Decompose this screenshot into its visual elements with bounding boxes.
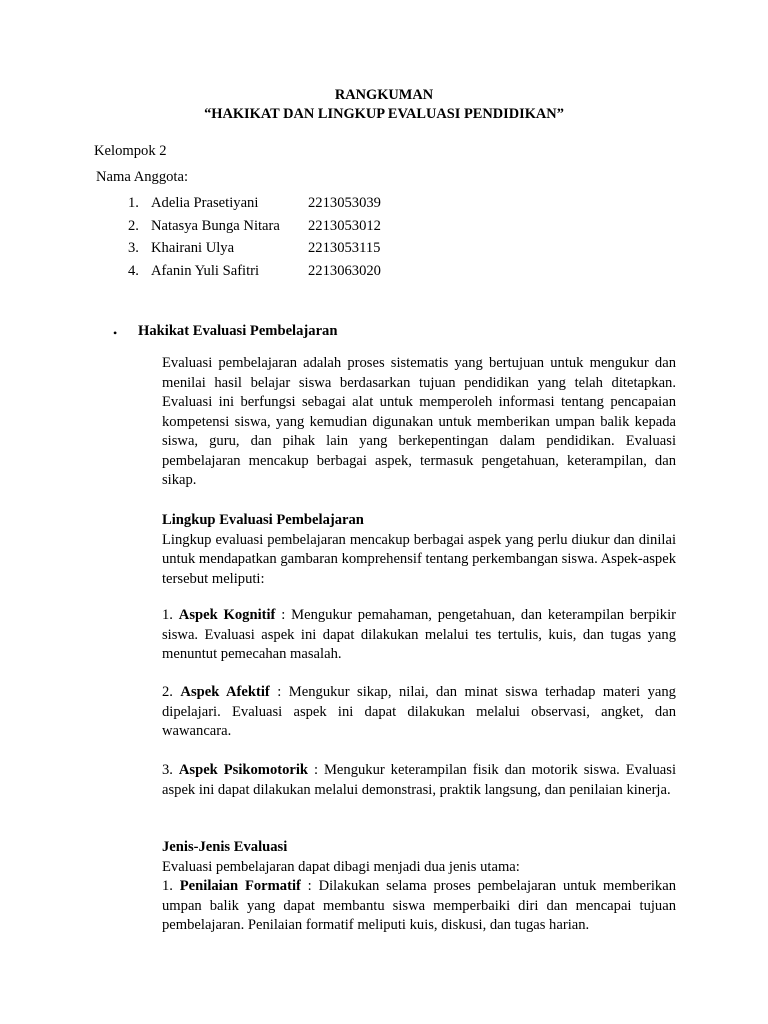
section-heading-jenis: Jenis-Jenis Evaluasi: [162, 839, 288, 855]
paragraph-text: Evaluasi pembelajaran dapat dibagi menjadi dua jenis utama:: [162, 858, 520, 875]
aspect-term: Aspek Kognitif: [178, 607, 276, 623]
member-id: 2213053039: [308, 195, 381, 211]
aspect-separator: :: [275, 607, 292, 623]
member-number: 1.: [128, 195, 139, 211]
members-label: Nama Anggota:: [96, 169, 189, 185]
aspect-item-afektif: [162, 683, 676, 742]
aspect-separator: :: [308, 762, 324, 778]
member-name: Afanin Yuli Safitri: [151, 262, 260, 279]
member-name: Natasya Bunga Nitara: [151, 217, 280, 234]
aspect-number: 1.: [162, 607, 173, 623]
member-number: 4.: [128, 262, 139, 279]
member-number: 3.: [128, 240, 139, 256]
item-term: Penilaian Formatif: [179, 878, 301, 894]
aspect-item-kognitif: [162, 606, 676, 665]
member-id: 2213053012: [308, 217, 381, 234]
title-line-2: “HAKIKAT DAN LINGKUP EVALUASI PENDIDIKAN”: [204, 106, 564, 122]
list-item-formatif: [162, 877, 676, 936]
item-text: Dilakukan selama proses pembelajaran untuk memberikan umpan balik yang dapat membantu siswa memperbaiki diri dan mencapai tujuan pembelajaran. Penilaian formatif meliputi kuis, diskusi, dan tugas harian.: [162, 878, 676, 933]
group-label: Kelompok 2: [94, 143, 167, 159]
aspect-separator: :: [269, 684, 289, 700]
aspect-text: Mengukur keterampilan fisik dan motorik siswa. Evaluasi aspek ini dapat dilakukan melalui demonstrasi, praktik langsung, dan penilaian kinerja.: [162, 762, 676, 798]
item-separator: :: [300, 878, 319, 894]
paragraph-text: Lingkup evaluasi pembelajaran mencakup berbagai aspek yang perlu diukur dan dinilai untuk mendapatkan gambaran komprehensif tentang perkembangan siswa. Aspek-aspek tersebut meliputi:: [162, 531, 676, 587]
member-name: Adelia Prasetiyani: [151, 195, 259, 211]
document-title: [0, 86, 768, 124]
paragraph-hakikat: [162, 354, 676, 491]
aspect-text: Mengukur sikap, nilai, dan minat siswa terhadap materi yang dipelajari. Evaluasi aspek ini dapat dilakukan melalui observasi, angket, dan wawancara.: [162, 684, 676, 739]
section-jenis: [162, 838, 676, 936]
aspect-item-psikomotorik: [162, 761, 676, 800]
member-id: 2213053115: [308, 240, 381, 256]
member-id: 2213063020: [308, 262, 381, 279]
section-heading-hakikat: Hakikat Evaluasi Pembelajaran: [138, 323, 338, 339]
member-name: Khairani Ulya: [151, 240, 235, 256]
paragraph-text: Evaluasi pembelajaran adalah proses sistematis yang bertujuan untuk mengukur dan menilai hasil belajar siswa berdasarkan tujuan pendidikan yang telah ditetapkan. Evaluasi ini berfungsi sebagai alat untuk memperoleh informasi tentang pencapaian kompetensi siswa, yang kemudian digunakan untuk memberikan umpan balik kepada siswa, guru, dan pihak lain yang berkepentingan dalam pendidikan. Evaluasi pembelajaran mencakup berbagai aspek, termasuk pengetahuan, keterampilan, dan sikap.: [162, 355, 676, 488]
aspect-term: Aspek Afektif: [180, 684, 270, 700]
title-line-1: RANGKUMAN: [334, 87, 434, 103]
section-lingkup: [162, 511, 676, 589]
item-number: 1.: [162, 878, 173, 894]
aspect-term: Aspek Psikomotorik: [178, 762, 309, 778]
section-heading-lingkup: Lingkup Evaluasi Pembelajaran: [162, 512, 364, 528]
bullet-icon: •: [113, 326, 118, 340]
aspect-number: 3.: [162, 762, 173, 778]
member-number: 2.: [128, 217, 139, 234]
aspect-text: Mengukur pemahaman, pengetahuan, dan keterampilan berpikir siswa. Evaluasi aspek ini dapat dilakukan melalui tes tertulis, kuis, dan tugas yang menuntut pemecahan masalah.: [162, 607, 677, 662]
aspect-number: 2.: [162, 684, 173, 700]
